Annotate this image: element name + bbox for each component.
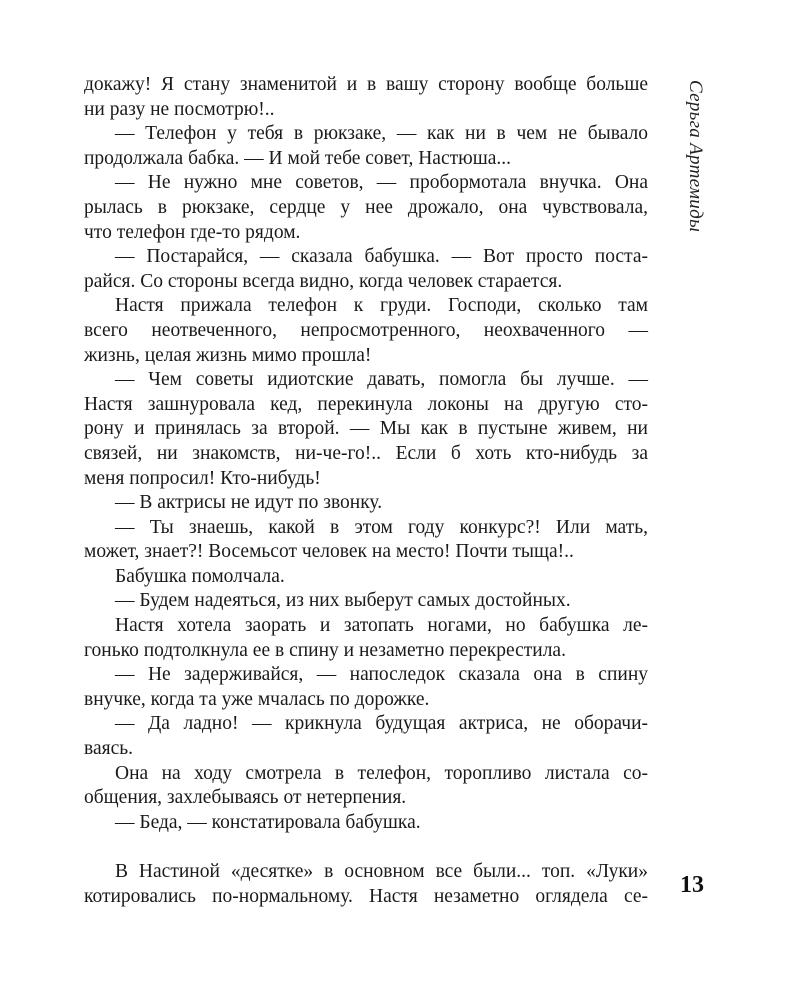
- text-line: общения, захлебываясь от нетерпения.: [84, 787, 407, 809]
- text-line: может, знает?! Восемьсот человек на место! Почти тыща!..: [84, 541, 574, 563]
- text-line: райся. Со стороны всегда видно, когда человек старается.: [84, 270, 563, 292]
- text-line: меня попросил! Кто-нибудь!: [84, 467, 321, 489]
- text-line: — Да ладно! — крикнула будущая актриса, не оборачи-: [115, 713, 648, 735]
- text-line: — Телефон у тебя в рюкзаке, — как ни в чем не бывало: [115, 123, 648, 145]
- text-line: В Настиной «десятке» в основном все были... топ. «Луки»: [115, 861, 648, 882]
- text-line: — Не задерживайся, — напоследок сказала она в спину: [115, 664, 648, 686]
- text-line: — Не нужно мне советов, — пробормотала внучка. Она: [115, 172, 648, 194]
- text-line: ваясь.: [84, 738, 133, 760]
- text-line: рону и принялась за второй. — Мы как в пустыне живем, ни: [84, 418, 648, 440]
- text-line: гонько подтолкнула ее в спину и незаметно перекрестила.: [84, 639, 566, 661]
- text-line: — Ты знаешь, какой в этом году конкурс?! Или мать,: [115, 516, 648, 538]
- text-line: — Постарайся, — сказала бабушка. — Вот просто поста-: [115, 246, 648, 268]
- text-line: всего неотвеченного, непросмотренного, неохваченного —: [84, 319, 648, 341]
- body-text: [84, 73, 648, 909]
- text-line: рылась в рюкзаке, сердце у нее дрожало, она чувствовала,: [84, 196, 648, 218]
- text-line: — Будем надеяться, из них выберут самых достойных.: [115, 590, 571, 612]
- text-line: — Чем советы идиотские давать, помогла бы лучше. —: [115, 369, 648, 391]
- text-line: связей, ни знакомств, ни-че-го!.. Если б хоть кто-нибудь за: [84, 442, 648, 464]
- running-head: Серьга Артемиды: [685, 80, 706, 233]
- text-line: продолжала бабка. — И мой тебе совет, Настюша...: [84, 147, 512, 169]
- text-line: Бабушка помолчала.: [115, 565, 285, 587]
- text-line: Настя прижала телефон к груди. Господи, сколько там: [115, 295, 648, 317]
- text-line: Настя зашнуровала кед, перекинула локоны на другую сто-: [84, 393, 648, 415]
- text-line: что телефон где-то рядом.: [84, 221, 301, 243]
- text-line: котировались по-нормальному. Настя незаметно оглядела се-: [84, 885, 648, 907]
- text-line: Она на ходу смотрела в телефон, торопливо листала со-: [115, 762, 648, 784]
- text-line: докажу! Я стану знаменитой и в вашу сторону вообще больше: [84, 74, 648, 95]
- page-number: 13: [680, 872, 704, 898]
- paragraph-break: [84, 835, 648, 860]
- text-line: внучке, когда та уже мчалась по дорожке.: [84, 688, 430, 710]
- text-line: — Беда, — констатировала бабушка.: [115, 811, 421, 833]
- text-line: жизнь, целая жизнь мимо прошла!: [84, 344, 372, 366]
- text-line: ни разу не посмотрю!..: [84, 98, 275, 120]
- text-line: Настя хотела заорать и затопать ногами, но бабушка ле-: [115, 615, 648, 637]
- text-line: — В актрисы не идут по звонку.: [115, 492, 383, 514]
